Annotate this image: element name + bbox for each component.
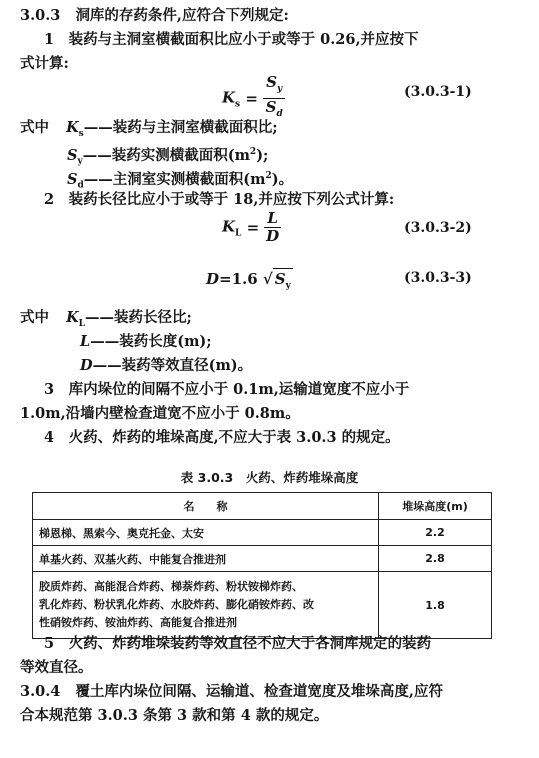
section-text: 覆土库内垛位间隔、运输道、检查道宽度及堆垛高度,应符 xyxy=(75,683,443,700)
item-1-line-1: 1 装药与主洞室横截面积比应小于或等于 0.26,并应按下 xyxy=(44,31,419,48)
eq2-fraction xyxy=(264,210,281,245)
def-symbol: K xyxy=(66,119,79,136)
row-name-line: 性硝铵炸药、铵油炸药、高能复合推进剂 xyxy=(39,616,237,629)
where-2-def-3 xyxy=(80,356,252,376)
eq3-radicand-sub: y xyxy=(285,281,291,291)
def-symbol: S xyxy=(67,170,78,188)
header-name: 名 称 xyxy=(33,493,379,520)
eq1-denominator-sub: d xyxy=(276,109,283,119)
row-name-line: 胶质炸药、高能混合炸药、梯萘炸药、粉状铵梯炸药、 xyxy=(39,580,303,593)
eq1-lhs: K xyxy=(222,88,236,107)
section-text: 洞库的存药条件,应符合下列规定: xyxy=(75,7,289,24)
row-name-multiline xyxy=(33,572,379,639)
superscript: 2 xyxy=(249,147,257,157)
section-3-0-4-line-2: 合本规范第 3.0.3 条第 3 款和第 4 款的规定。 xyxy=(20,707,329,724)
row-value: 1.8 xyxy=(379,572,492,639)
eq1-lhs-sub: s xyxy=(235,99,241,110)
where-prefix: 式中 xyxy=(20,309,49,326)
eq3-radicand: S xyxy=(274,270,286,288)
equation-number-1: (3.0.3-1) xyxy=(404,84,472,100)
def-text: ——主洞室实测横截面积(m xyxy=(83,170,266,188)
eq1-fraction xyxy=(263,74,285,123)
eq1-numerator-sub: y xyxy=(276,84,283,94)
item-4: 4 火药、炸药的堆垛高度,不应大于表 3.0.3 的规定。 xyxy=(44,429,400,446)
def-symbol-sub: s xyxy=(78,128,84,139)
table-caption: 表 3.0.3 火药、炸药堆垛高度 xyxy=(180,470,359,485)
equation-number-2: (3.0.3-2) xyxy=(404,220,472,236)
row-value: 2.2 xyxy=(379,520,492,546)
def-symbol: K xyxy=(66,309,79,326)
equation-number-3: (3.0.3-3) xyxy=(404,270,472,286)
item-2: 2 装药长径比应小于或等于 18,并应按下列公式计算: xyxy=(44,191,395,208)
row-name: 单基火药、双基火药、中能复合推进剂 xyxy=(33,546,379,572)
def-symbol: L xyxy=(80,333,91,350)
where-1-def-1 xyxy=(20,118,278,144)
where-prefix: 式中 xyxy=(20,119,49,136)
eq3-lhs: D xyxy=(206,270,220,288)
item-5-line-2: 等效直径。 xyxy=(20,659,93,676)
def-text: ——装药与主洞室横截面积比; xyxy=(83,119,278,136)
def-tail: ); xyxy=(256,146,269,164)
def-text: ——装药等效直径(m)。 xyxy=(92,357,253,374)
def-symbol: D xyxy=(80,357,93,374)
item-3-line-1: 3 库内垛位的间隔不应小于 0.1m,运输道宽度不应小于 xyxy=(44,381,410,398)
stack-height-table xyxy=(32,492,492,639)
eq1-numerator: S xyxy=(266,73,277,91)
def-symbol: S xyxy=(67,146,78,164)
def-text: ——装药实测横截面积(m xyxy=(82,146,250,164)
def-symbol-sub: L xyxy=(78,318,85,329)
table-row xyxy=(33,546,492,572)
table-header-row xyxy=(33,493,492,520)
row-value: 2.8 xyxy=(379,546,492,572)
eq2-numerator: L xyxy=(264,210,281,228)
eq2-denominator: D xyxy=(266,227,280,245)
where-2-def-2 xyxy=(80,332,212,352)
eq2-lhs: K xyxy=(222,217,236,236)
where-2-def-1 xyxy=(20,308,192,334)
equation-3-0-3-1: $K_s$ = $\frac{S_y}{S_d}$ xyxy=(222,74,285,123)
eq1-denominator: S xyxy=(265,98,277,116)
item-1-line-2: 式计算: xyxy=(20,55,69,72)
eq3-coefficient: =1.6 xyxy=(219,270,258,288)
section-number: 3.0.3 xyxy=(20,7,61,24)
item-3-line-2: 1.0m,沿墙内壁检查道宽不应小于 0.8m。 xyxy=(20,405,300,422)
def-symbol-sub: d xyxy=(77,180,84,191)
def-symbol-sub: y xyxy=(77,156,83,167)
superscript: 2 xyxy=(265,171,272,181)
row-name: 梯恩梯、黑索今、奥克托金、太安 xyxy=(33,520,379,546)
table-row xyxy=(33,520,492,546)
table-row xyxy=(33,572,492,639)
def-text: ——装药长度(m); xyxy=(90,333,212,350)
equation-3-0-3-2: $K_L$ = $\frac{L}{D}$ xyxy=(222,209,280,245)
section-number: 3.0.4 xyxy=(20,683,61,700)
header-height: 堆垛高度(m) xyxy=(379,493,492,520)
item-5-line-1: 5 火药、炸药堆垛装药等效直径不应大于各洞库规定的装药 xyxy=(44,635,432,652)
equation-3-0-3-3 xyxy=(206,268,293,296)
section-3-0-3 xyxy=(20,6,289,26)
def-text: ——装药长径比; xyxy=(85,309,192,326)
section-3-0-4 xyxy=(20,682,443,702)
eq2-lhs-sub: L xyxy=(235,228,242,239)
sqrt-symbol: √ $S_y$ xyxy=(263,268,293,296)
def-tail: )。 xyxy=(271,170,294,188)
row-name-line: 乳化炸药、粉状乳化炸药、水胶炸药、膨化硝铵炸药、改 xyxy=(39,598,314,611)
